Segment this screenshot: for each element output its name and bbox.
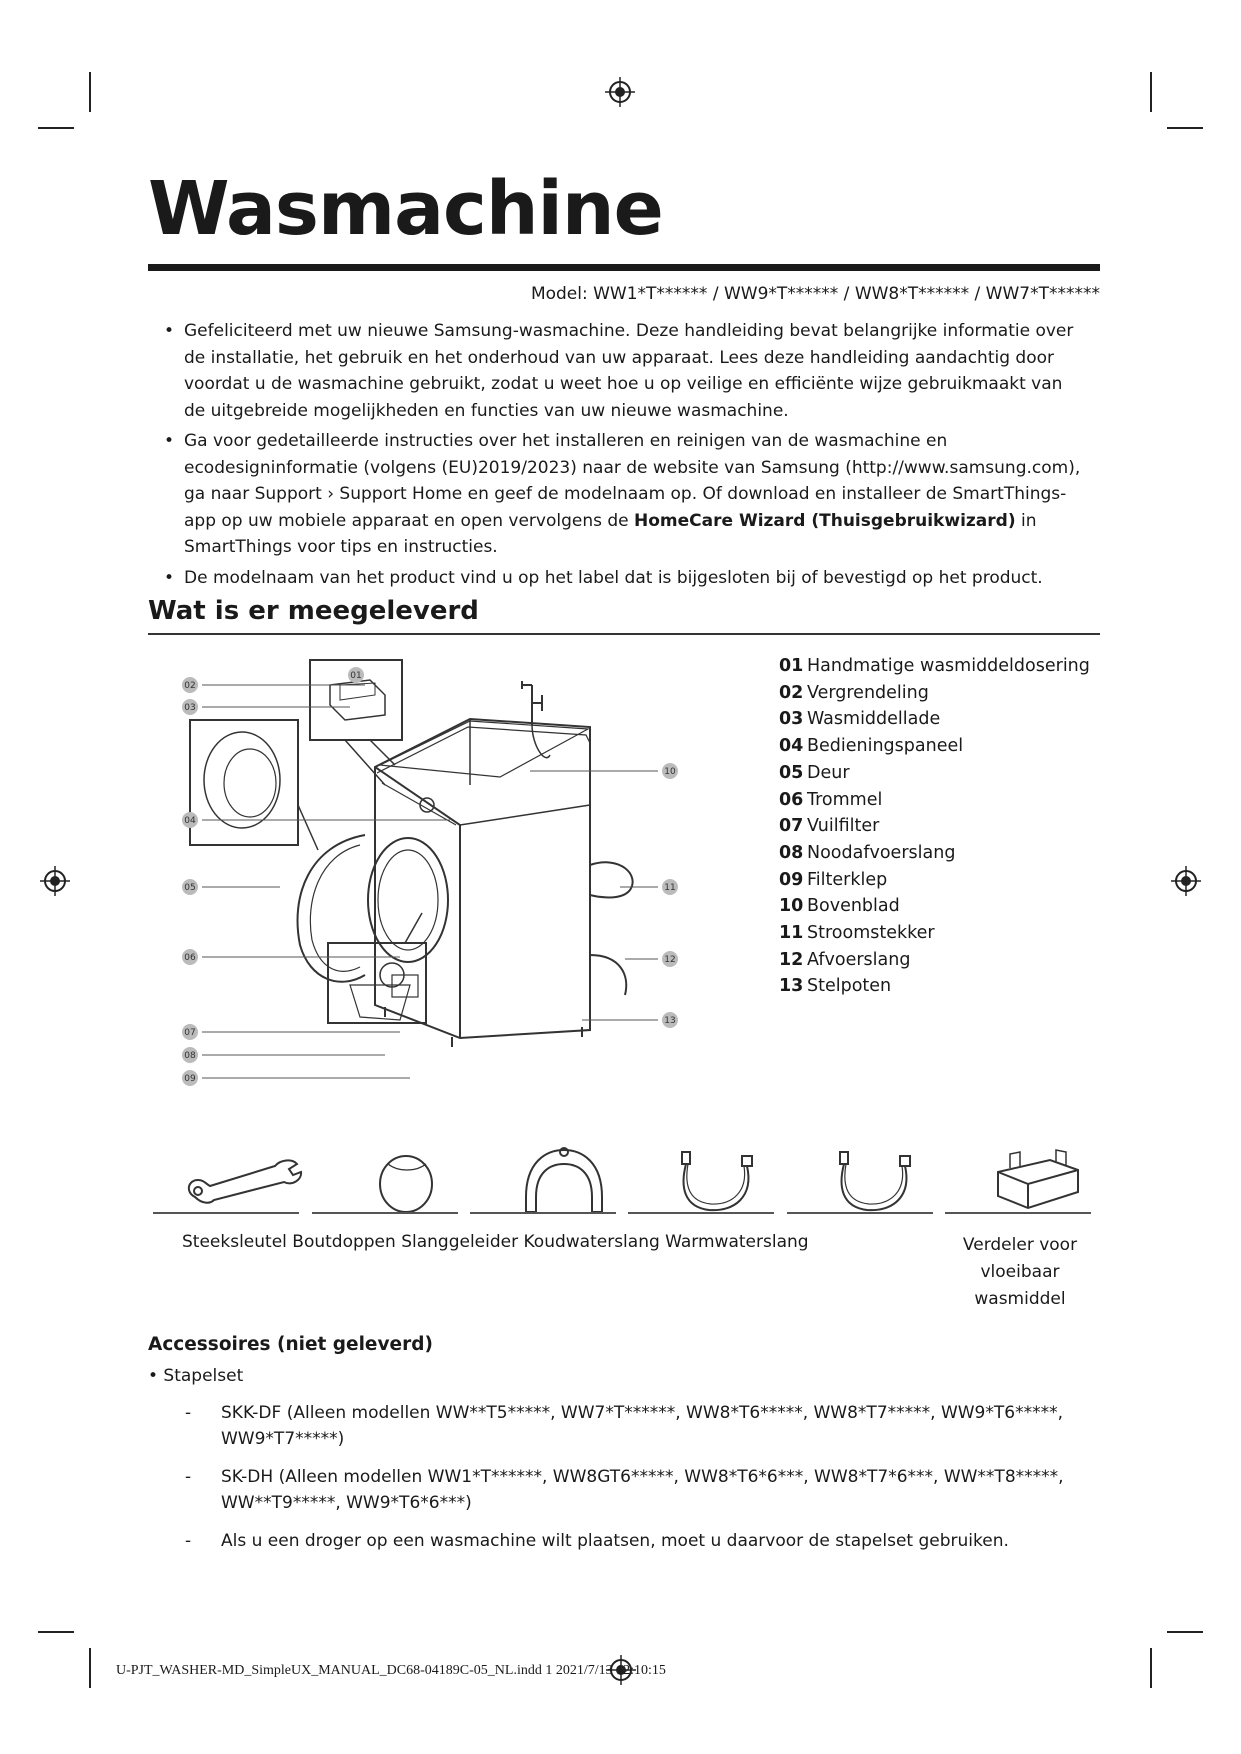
svg-text:01: 01 [350,671,362,681]
crop-mark [1167,127,1203,129]
legend-label: Handmatige wasmiddeldosering [807,656,1090,676]
legend-item [779,947,1090,974]
bullet: • [164,431,175,451]
accessory-label-line: wasmiddel [974,1289,1066,1309]
crop-mark [1167,1631,1203,1633]
intro-text: in SmartThings voor tips en instructies. [184,510,1037,557]
callout-10 [662,763,678,779]
registration-mark-icon [1171,866,1201,896]
washing-machine-diagram [170,655,710,1095]
legend-label: Bedieningspaneel [807,736,964,757]
svg-text:08: 08 [184,1051,196,1061]
callout-08 [182,1047,198,1063]
accessory-labels: Steeksleutel Boutdoppen Slanggeleider Koudwaterslang Warmwaterslang [182,1232,809,1252]
intro-item [148,428,1088,561]
accessory-underline [628,1212,774,1214]
title-rule [148,264,1100,271]
legend-label: Wasmiddellade [807,709,941,730]
liquid-detergent-divider-icon [970,1142,1107,1222]
parts-legend [779,653,1090,1000]
intro-item [148,565,1088,592]
intro-item [148,318,1088,424]
callout-11 [662,879,678,895]
legend-num: 05 [779,762,804,783]
legend-label: Filterklep [807,869,888,890]
cold-water-hose-icon [654,1142,791,1222]
registration-mark-icon [605,77,635,107]
callout-04 [182,812,198,828]
legend-item [779,867,1090,894]
legend-item [779,760,1090,787]
callout-12 [662,951,678,967]
legend-item [779,840,1090,867]
legend-label: Trommel [807,789,883,810]
accessory-label-line: vloeibaar [980,1262,1060,1282]
intro-text: Gefeliciteerd met uw nieuwe Samsung-wasmachine. Deze handleiding bevat belangrijke informatie over de installatie, het gebruik en het onderhoud van uw apparaat. Lees deze handleiding aandachtig door voordat u de wasmachine gebruikt, zodat u weet hoe u op veilige en efficiënte wijze gebruikmaakt van de uitgebreide mogelijkheden en functies van uw nieuwe wasmachine. [184,321,1074,421]
svg-text:03: 03 [184,703,196,713]
intro-list [148,318,1088,595]
accessory-underline [787,1212,933,1214]
crop-mark [1150,72,1152,112]
print-slug: U-PJT_WASHER-MD_SimpleUX_MANUAL_DC68-04189C-05_NL.indd 1 2021/7/13 12:10:15 [116,1663,666,1678]
svg-text:10: 10 [664,767,676,777]
dash: - [185,1467,192,1487]
legend-label: Bovenblad [807,896,900,917]
legend-item [779,973,1090,1000]
callout-07 [182,1024,198,1040]
callout-02 [182,677,198,693]
dash-item [185,1464,1065,1516]
dash-text: Als u een droger op een wasmachine wilt plaatsen, moet u daarvoor de stapelset gebruiken. [221,1531,1009,1551]
stapelset-list [185,1400,1065,1566]
legend-num: 04 [779,736,804,757]
legend-item [779,680,1090,707]
accessory-underline [312,1212,458,1214]
callout-13 [662,1012,678,1028]
legend-item [779,787,1090,814]
legend-label: Noodafvoerslang [807,842,956,863]
legend-num: 11 [779,923,804,944]
accessory-label-divider [950,1232,1090,1313]
svg-text:12: 12 [664,955,676,965]
legend-num: 12 [779,949,804,970]
legend-label: Stelpoten [807,976,892,997]
stapelset-item: • Stapelset [148,1366,244,1386]
dash: - [185,1531,192,1551]
crop-mark [38,127,74,129]
bullet: • [164,567,175,588]
svg-text:09: 09 [184,1074,196,1084]
legend-num: 13 [779,976,804,997]
legend-num: 01 [779,656,804,676]
callout-06 [182,949,198,965]
accessories-heading: Accessoires (niet geleverd) [148,1334,433,1355]
bolt-cap-icon [338,1142,475,1222]
legend-item [779,733,1090,760]
legend-num: 08 [779,842,804,863]
callout-05 [182,879,198,895]
legend-label: Stroomstekker [807,923,935,944]
svg-text:04: 04 [184,816,196,826]
dash-item [185,1528,1065,1554]
crop-mark [1150,1648,1152,1688]
accessory-underline [470,1212,616,1214]
legend-label: Deur [807,762,850,783]
hose-guide-icon [496,1142,633,1222]
crop-mark [89,1648,91,1688]
legend-num: 06 [779,789,804,810]
legend-label: Afvoerslang [807,949,911,970]
wrench-icon [180,1142,317,1222]
callout-01 [348,667,364,683]
model-line: Model: WW1*T****** / WW9*T****** / WW8*T****** / WW7*T****** [530,284,1100,304]
section-rule [148,633,1100,635]
legend-item [779,920,1090,947]
accessory-label-line: Verdeler voor [962,1235,1078,1255]
dash-text: SK-DH (Alleen modellen WW1*T******, WW8GT6*****, WW8*T6*6***, WW8*T7*6***, WW**T8*****, WW**T9*****, WW9*T6*6***) [221,1467,1064,1513]
page-title: Wasmachine [148,166,663,252]
accessory-underline [153,1212,299,1214]
legend-label: Vuilfilter [807,816,880,837]
legend-item [779,813,1090,840]
svg-text:05: 05 [184,883,196,893]
legend-item [779,653,1090,680]
svg-text:02: 02 [184,681,196,691]
bullet: • [164,321,175,341]
accessory-underline [945,1212,1091,1214]
svg-text:11: 11 [664,883,676,893]
legend-num: 10 [779,896,804,917]
svg-text:07: 07 [184,1028,196,1038]
legend-item [779,893,1090,920]
dash-item [185,1400,1065,1452]
intro-text: Ga voor gedetailleerde instructies over het installeren en reinigen van de wasmachine en ecodesigninformatie (volgens (EU)2019/2023) naar de website van Samsung (http://www.samsung.com), ga naar Support › Support Home en geef de modelnaam op. Of download en installeer de SmartThings-app op uw mobiele apparaat en open vervolgens de [184,431,1081,531]
legend-num: 09 [779,869,804,890]
intro-text: De modelnaam van het product vind u op het label dat is bijgesloten bij of bevestigd op het product. [184,567,1043,588]
section-title: Wat is er meegeleverd [148,596,479,626]
legend-item [779,706,1090,733]
intro-bold-text: HomeCare Wizard (Thuisgebruikwizard) [634,510,1016,531]
legend-label: Vergrendeling [807,682,929,703]
legend-num: 07 [779,816,804,837]
dash-text: SKK-DF (Alleen modellen WW**T5*****, WW7*T******, WW8*T6*****, WW8*T7*****, WW9*T6*****, WW9*T7*****) [221,1403,1063,1449]
callout-09 [182,1070,198,1086]
svg-text:06: 06 [184,953,196,963]
hot-water-hose-icon [812,1142,949,1222]
crop-mark [89,72,91,112]
registration-mark-icon [40,866,70,896]
legend-num: 03 [779,709,804,730]
crop-mark [38,1631,74,1633]
svg-text:13: 13 [664,1016,676,1026]
callout-03 [182,699,198,715]
dash: - [185,1403,192,1423]
legend-num: 02 [779,682,804,703]
